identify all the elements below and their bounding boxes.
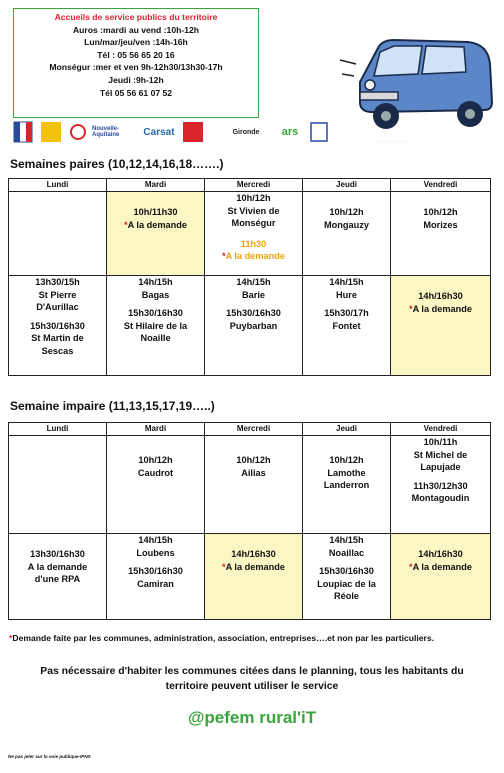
info-title: Accueils de service publics du territoire	[54, 12, 218, 22]
cell-time: 11h30	[240, 238, 267, 249]
cell-place: Morizes	[423, 219, 458, 230]
demand-note: *Demande faite par les communes, administration, association, entreprises….et non par les particuliers.	[9, 633, 435, 643]
yellow-logo	[40, 118, 62, 146]
cell-on-demand: *A la demande	[124, 219, 187, 230]
cell-time: 10h/12h	[329, 207, 364, 217]
cell-jeudi-afternoon: 14h/15h Hure 15h30/17h Fontet	[303, 276, 391, 376]
cell-vendredi-afternoon: 14h/16h30 *A la demande	[391, 276, 491, 376]
cell-mardi-morning	[107, 192, 205, 276]
info-line: Monségur :mer et ven 9h-12h30/13h30-17h	[49, 62, 223, 73]
residents-notice: Pas nécessaire d'habiter les communes citées dans le planning, tous les habitants du territoire peuvent utiliser le service	[40, 666, 464, 692]
cell-lundi-afternoon: 13h30/15h St Pierre D'Aurillac 15h30/16h30 St Martin de Sescas	[9, 276, 107, 376]
cell-mercredi-afternoon: 14h/15h Barie 15h30/16h30 Puybarban	[205, 276, 303, 376]
partner-logos	[12, 118, 334, 148]
book-logo	[308, 118, 330, 146]
cell-on-demand: *A la demande	[222, 251, 285, 262]
cell-time: 10h/12h	[236, 193, 271, 203]
van-illustration	[338, 30, 498, 135]
cell-vendredi-morning	[391, 192, 491, 276]
ars-logo: ars	[281, 126, 299, 138]
cell-empty	[9, 192, 107, 276]
cell-empty	[9, 436, 107, 534]
header-lundi: Lundi	[9, 423, 107, 436]
cell-mercredi-afternoon: 14h/16h30 *A la demande	[205, 534, 303, 620]
info-line: Tél 05 56 61 07 52	[99, 87, 173, 98]
carsat-logo: Carsat	[143, 126, 175, 138]
cell-time: 10h/12h	[423, 207, 458, 217]
header-lundi: Lundi	[9, 179, 107, 192]
header-jeudi: Jeudi	[303, 179, 391, 192]
cell-lundi-afternoon: 13h30/16h30 A la demande d'une RPA	[9, 534, 107, 620]
header-mercredi: Mercredi	[205, 179, 303, 192]
service-info-box	[13, 8, 259, 118]
footer-text: Ne pas jeter sur la voie publique-IPNS	[8, 754, 91, 759]
info-line: Tél : 05 56 65 20 16	[97, 49, 175, 60]
cell-place: St Vivien de	[227, 205, 280, 216]
header-vendredi: Vendredi	[391, 423, 491, 436]
cell-place: Mongauzy	[324, 219, 369, 230]
odd-weeks-table	[8, 422, 491, 620]
republique-logo	[12, 118, 34, 146]
van-caption: · · · · · · · · · · · ·	[378, 139, 407, 144]
brand-name: @pefem rural'iT	[187, 708, 317, 727]
even-weeks-title: Semaines paires (10,12,14,16,18…….)	[10, 157, 224, 171]
cell-vendredi-morning: 10h/11h St Michel de Lapujade 11h30/12h30 Montagoudin	[391, 436, 491, 534]
cell-jeudi-morning: 10h/12h Lamothe Landerron	[303, 436, 391, 534]
cell-jeudi-morning	[303, 192, 391, 276]
cell-place: Monségur	[231, 218, 276, 229]
even-weeks-table	[8, 178, 491, 376]
header-mardi: Mardi	[107, 179, 205, 192]
header-vendredi: Vendredi	[391, 179, 491, 192]
info-line: Lun/mar/jeu/ven :14h-16h	[84, 37, 188, 48]
cell-vendredi-afternoon: 14h/16h30 *A la demande	[391, 534, 491, 620]
cell-mercredi-morning	[205, 192, 303, 276]
nouvelle-aquitaine-logo: Nouvelle-Aquitaine	[92, 126, 120, 138]
cell-jeudi-afternoon: 14h/15h Noaillac 15h30/16h30 Loupiac de la Réole	[303, 534, 391, 620]
cell-mercredi-morning: 10h/12h Ailias	[205, 436, 303, 534]
ecole-logo	[182, 118, 204, 146]
cell-on-demand: *A la demande	[409, 561, 472, 572]
header-mardi: Mardi	[107, 423, 205, 436]
info-line: Auros :mardi au vend :10h-12h	[72, 24, 200, 35]
odd-weeks-title: Semaine impaire (11,13,15,17,19…..)	[10, 399, 215, 413]
info-line: Jeudi :9h-12h	[108, 74, 164, 85]
cell-mardi-afternoon: 14h/15h Bagas 15h30/16h30 St Hilaire de la Noaille	[107, 276, 205, 376]
gironde-logo: Gironde	[232, 128, 260, 136]
cell-mardi-afternoon: 14h/15h Loubens 15h30/16h30 Camiran	[107, 534, 205, 620]
header-jeudi: Jeudi	[303, 423, 391, 436]
msa-logo	[68, 118, 88, 146]
cell-on-demand: *A la demande	[409, 303, 472, 314]
cell-on-demand: *A la demande	[222, 561, 285, 572]
cell-time: 10h/11h30	[133, 207, 178, 217]
header-mercredi: Mercredi	[205, 423, 303, 436]
cell-mardi-morning: 10h/12h Caudrot	[107, 436, 205, 534]
